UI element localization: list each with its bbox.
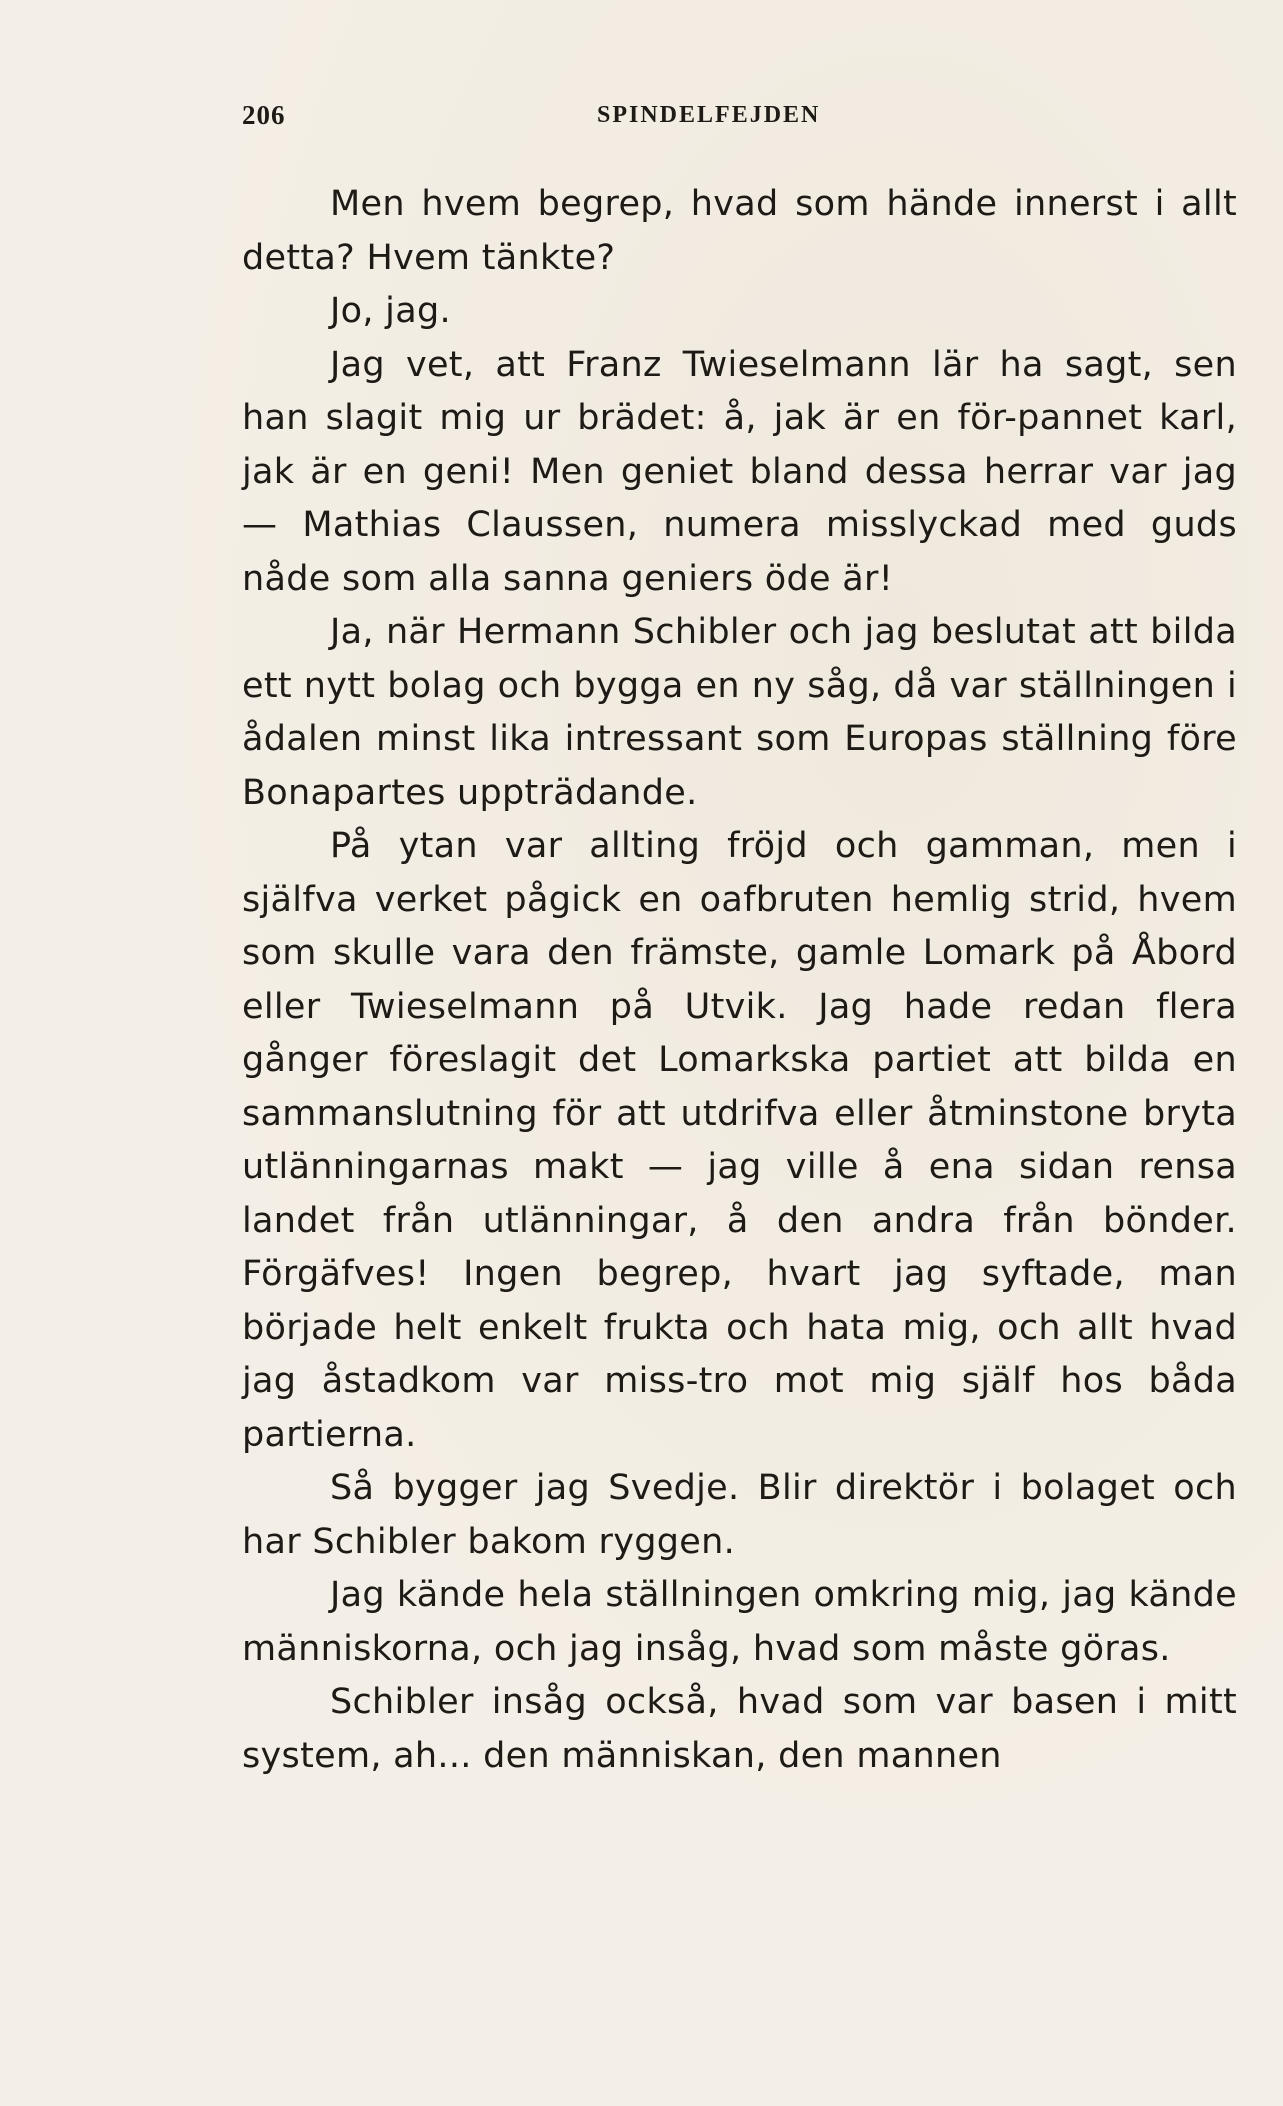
- paragraph: Schibler insåg också, hvad som var basen i mitt system, ah... den människan, den mannen: [242, 1682, 1237, 1776]
- page-number: 206: [242, 100, 286, 130]
- running-head: SPINDELFEJDEN: [597, 102, 821, 128]
- page-header: [242, 100, 1252, 140]
- paragraph: Ja, när Hermann Schibler och jag beslutat att bilda ett nytt bolag och bygga en ny såg, då var ställningen i ådalen minst lika intressant som Europas ställning före Bonapartes uppträdande.: [242, 612, 1237, 813]
- paragraph: Jo, jag.: [330, 291, 451, 331]
- paragraph: Så bygger jag Svedje. Blir direktör i bolaget och har Schibler bakom ryggen.: [242, 1468, 1237, 1562]
- paragraph: Jag kände hela ställningen omkring mig, jag kände människorna, och jag insåg, hvad som måste göras.: [242, 1575, 1237, 1669]
- paragraph: Men hvem begrep, hvad som hände innerst i allt detta? Hvem tänkte?: [242, 184, 1237, 278]
- paragraph: Jag vet, att Franz Twieselmann lär ha sagt, sen han slagit mig ur brädet: å, jak är en för-pannet karl, jak är en geni! Men geniet bland dessa herrar var jag — Mathias Claussen, numera misslyckad med guds nåde som alla sanna geniers öde är!: [242, 344, 1237, 599]
- body-text: [242, 178, 1237, 1783]
- paragraph: På ytan var allting fröjd och gamman, men i själfva verket pågick en oafbruten hemlig strid, hvem som skulle vara den främste, gamle Lomark på Åbord eller Twieselmann på Utvik. Jag hade redan flera gånger föreslagit det Lomarkska partiet att bilda en sammanslutning för att utdrifva eller åtminstone bryta utlänningarnas makt — jag ville å ena sidan rensa landet från utlänningar, å den andra från bönder. Förgäfves! Ingen begrep, hvart jag syftade, man började helt enkelt frukta och hata mig, och allt hvad jag åstadkom var miss-tro mot mig själf hos båda partierna.: [242, 826, 1237, 1455]
